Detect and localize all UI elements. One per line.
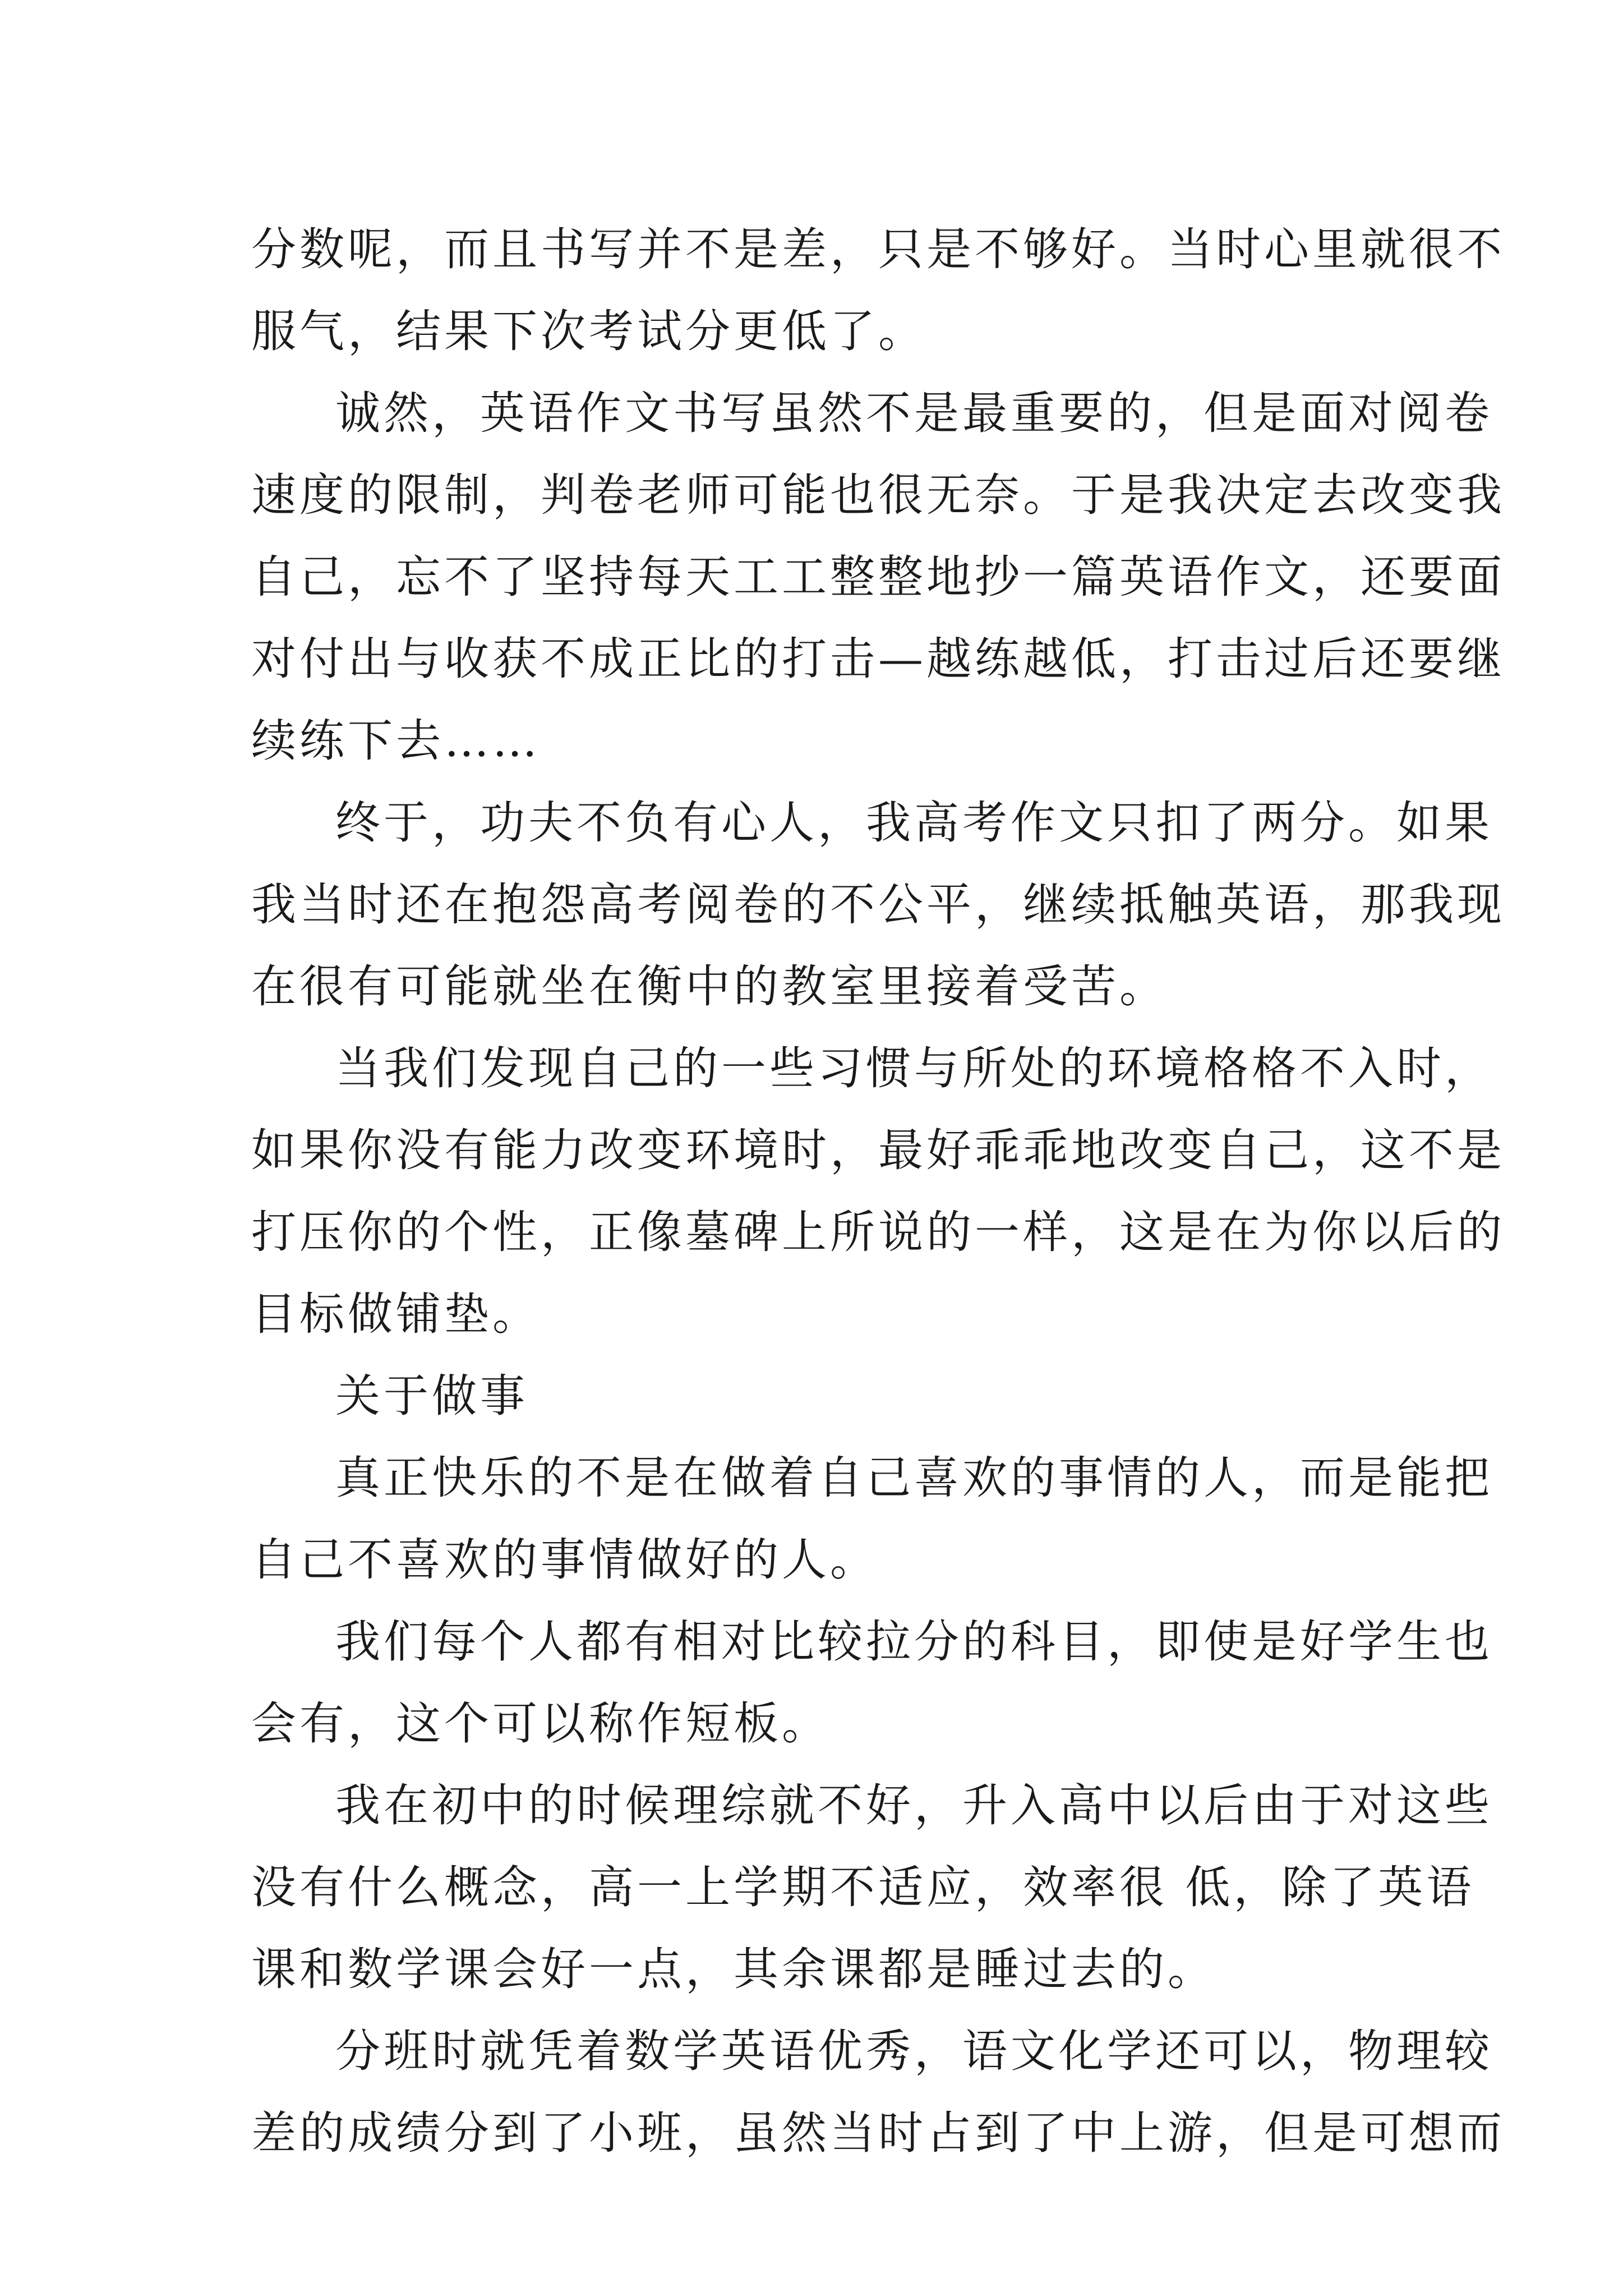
paragraph: [251, 209, 1505, 372]
text-line: 自己不喜欢的事情做好的人。: [251, 1534, 878, 1586]
text-line: 自己，忘不了坚持每天工工整整地抄一篇英语作文，还要面: [251, 551, 1505, 603]
text-line: 关于做事: [335, 1370, 528, 1422]
text-line: 速度的限制，判卷老师可能也很无奈。于是我决定去改变我: [251, 469, 1505, 521]
text-line: 分班时就凭着数学英语优秀，语文化学还可以，物理较: [335, 2025, 1493, 2077]
paragraph: [251, 2010, 1505, 2174]
text-line: 真正快乐的不是在做着自己喜欢的事情的人，而是能把: [335, 1452, 1493, 1504]
paragraph: [251, 372, 1505, 782]
paragraph: [251, 782, 1505, 1028]
text-line: 目标做铺垫。: [251, 1288, 541, 1340]
text-line: 终于，功夫不负有心人，我高考作文只扣了两分。如果: [335, 797, 1493, 849]
text-line: 服气，结果下次考试分更低了。: [251, 305, 926, 357]
text-line: 对付出与收获不成正比的打击—越练越低，打击过后还要继: [251, 633, 1505, 685]
text-line: 分数呢，而且书写并不是差，只是不够好。当时心里就很不: [251, 223, 1505, 275]
section-heading: [251, 1355, 1383, 1437]
text-line: 没有什么概念，高一上学期不适应，效率很 低，除了英语: [251, 1861, 1475, 1913]
text-line: 差的成绩分到了小班，虽然当时占到了中上游，但是可想而: [251, 2107, 1505, 2159]
text-line: 我当时还在抱怨高考阅卷的不公平，继续抵触英语，那我现: [251, 878, 1505, 931]
text-line: 我们每个人都有相对比较拉分的科目，即使是好学生也: [335, 1616, 1493, 1668]
text-line: 课和数学课会好一点，其余课都是睡过去的。: [251, 1943, 1216, 1995]
paragraph: [251, 1437, 1493, 1601]
text-line: 打压你的个性，正像墓碑上所说的一样，这是在为你以后的: [251, 1206, 1505, 1258]
text-line: 我在初中的时候理综就不好，升入高中以后由于对这些: [335, 1779, 1493, 1832]
text-line: 在很有可能就坐在衡中的教室里接着受苦。: [251, 960, 1168, 1013]
text-line: 如果你没有能力改变环境时，最好乖乖地改变自己，这不是: [251, 1124, 1505, 1176]
text-line: 诚然，英语作文书写虽然不是最重要的，但是面对阅卷: [335, 387, 1493, 439]
paragraph: [251, 1601, 1493, 1765]
text-line: 会有，这个可以称作短板。: [251, 1697, 830, 1750]
text-line: 当我们发现自己的一些习惯与所处的环境格格不入时，: [335, 1042, 1493, 1094]
body-text: [251, 209, 1505, 2174]
text-line: 续练下去……: [251, 715, 541, 767]
paragraph: [251, 1765, 1493, 2010]
paragraph: [251, 1028, 1505, 1355]
